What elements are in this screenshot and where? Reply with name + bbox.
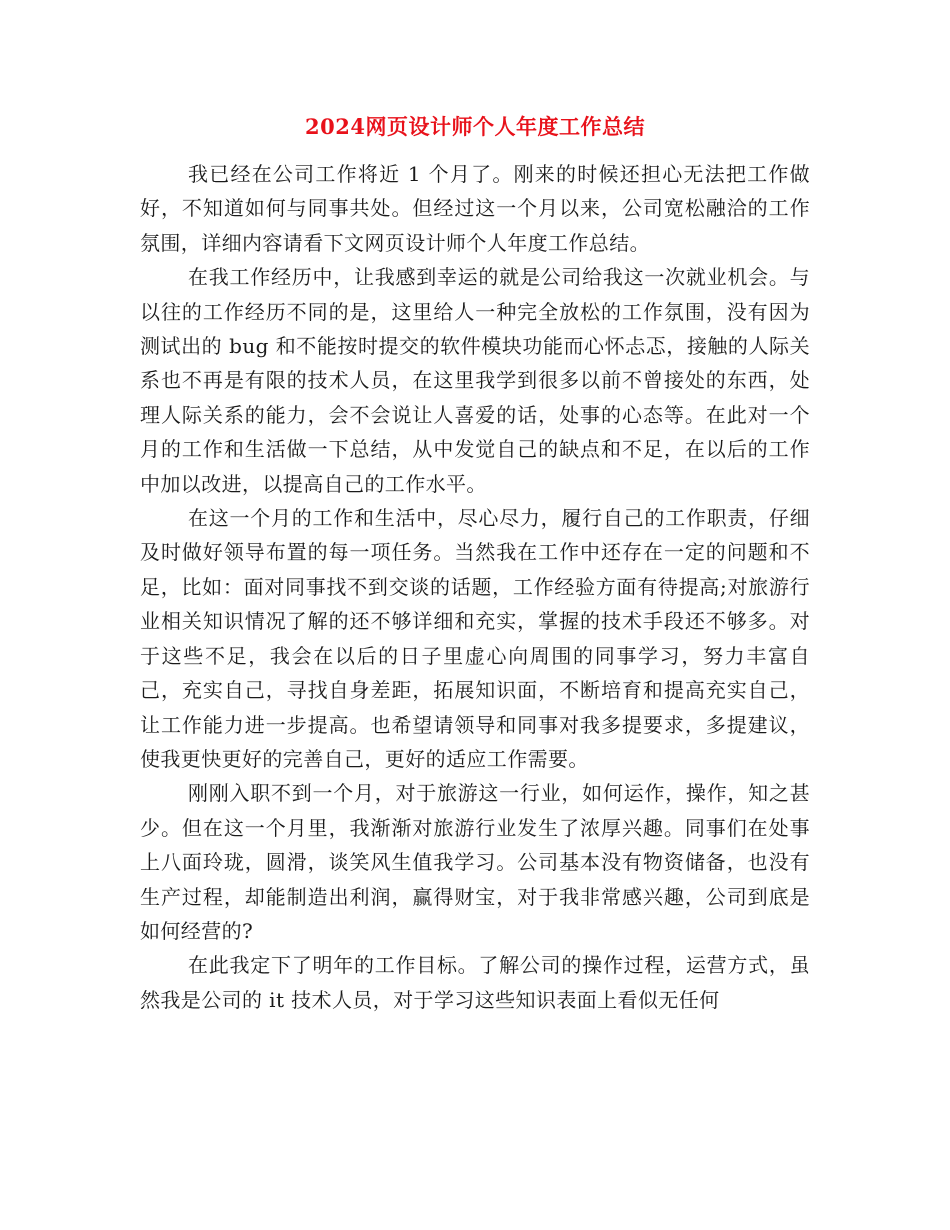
document-title: 2024网页设计师个人年度工作总结 xyxy=(305,114,645,139)
paragraph-4: 刚刚入职不到一个月，对于旅游这一行业，如何运作，操作，知之甚少。但在这一个月里，我渐渐对旅游行业发生了浓厚兴趣。同事们在处事上八面玲珑，圆滑，谈笑风生值我学习。公司基本没有物资储备，也没有生产过程，却能制造出利润，赢得财宝，对于我非常感兴趣，公司到底是如何经营的? xyxy=(140,781,810,943)
paragraph-3: 在这一个月的工作和生活中，尽心尽力，履行自己的工作职责，仔细及时做好领导布置的每一项任务。当然我在工作中还存在一定的问题和不足，比如：面对同事找不到交谈的话题，工作经验方面有待提高;对旅游行业相关知识情况了解的还不够详细和充实，掌握的技术手段还不够多。对于这些不足，我会在以后的日子里虚心向周围的同事学习，努力丰富自己，充实自己，寻找自身差距，拓展知识面，不断培育和提高充实自己，让工作能力进一步提高。也希望请领导和同事对我多提要求，多提建议，使我更快更好的完善自己，更好的适应工作需要。 xyxy=(140,506,810,771)
paragraph-5: 在此我定下了明年的工作目标。了解公司的操作过程，运营方式，虽然我是公司的 it 技术人员，对于学习这些知识表面上看似无任何 xyxy=(140,953,810,1012)
document-body xyxy=(140,157,810,1017)
paragraph-1: 我已经在公司工作将近 1 个月了。刚来的时候还担心无法把工作做好，不知道如何与同事共处。但经过这一个月以来，公司宽松融洽的工作氛围，详细内容请看下文网页设计师个人年度工作总结。 xyxy=(140,162,810,255)
paragraph-2: 在我工作经历中，让我感到幸运的就是公司给我这一次就业机会。与以往的工作经历不同的是，这里给人一种完全放松的工作氛围，没有因为测试出的 bug 和不能按时提交的软件模块功能而心怀忐忑，接触的人际关系也不再是有限的技术人员，在这里我学到很多以前不曾接处的东西，处理人际关系的能力，会不会说让人喜爱的话，处事的心态等。在此对一个月的工作和生活做一下总结，从中发觉自己的缺点和不足，在以后的工作中加以改进，以提高自己的工作水平。 xyxy=(140,265,810,496)
